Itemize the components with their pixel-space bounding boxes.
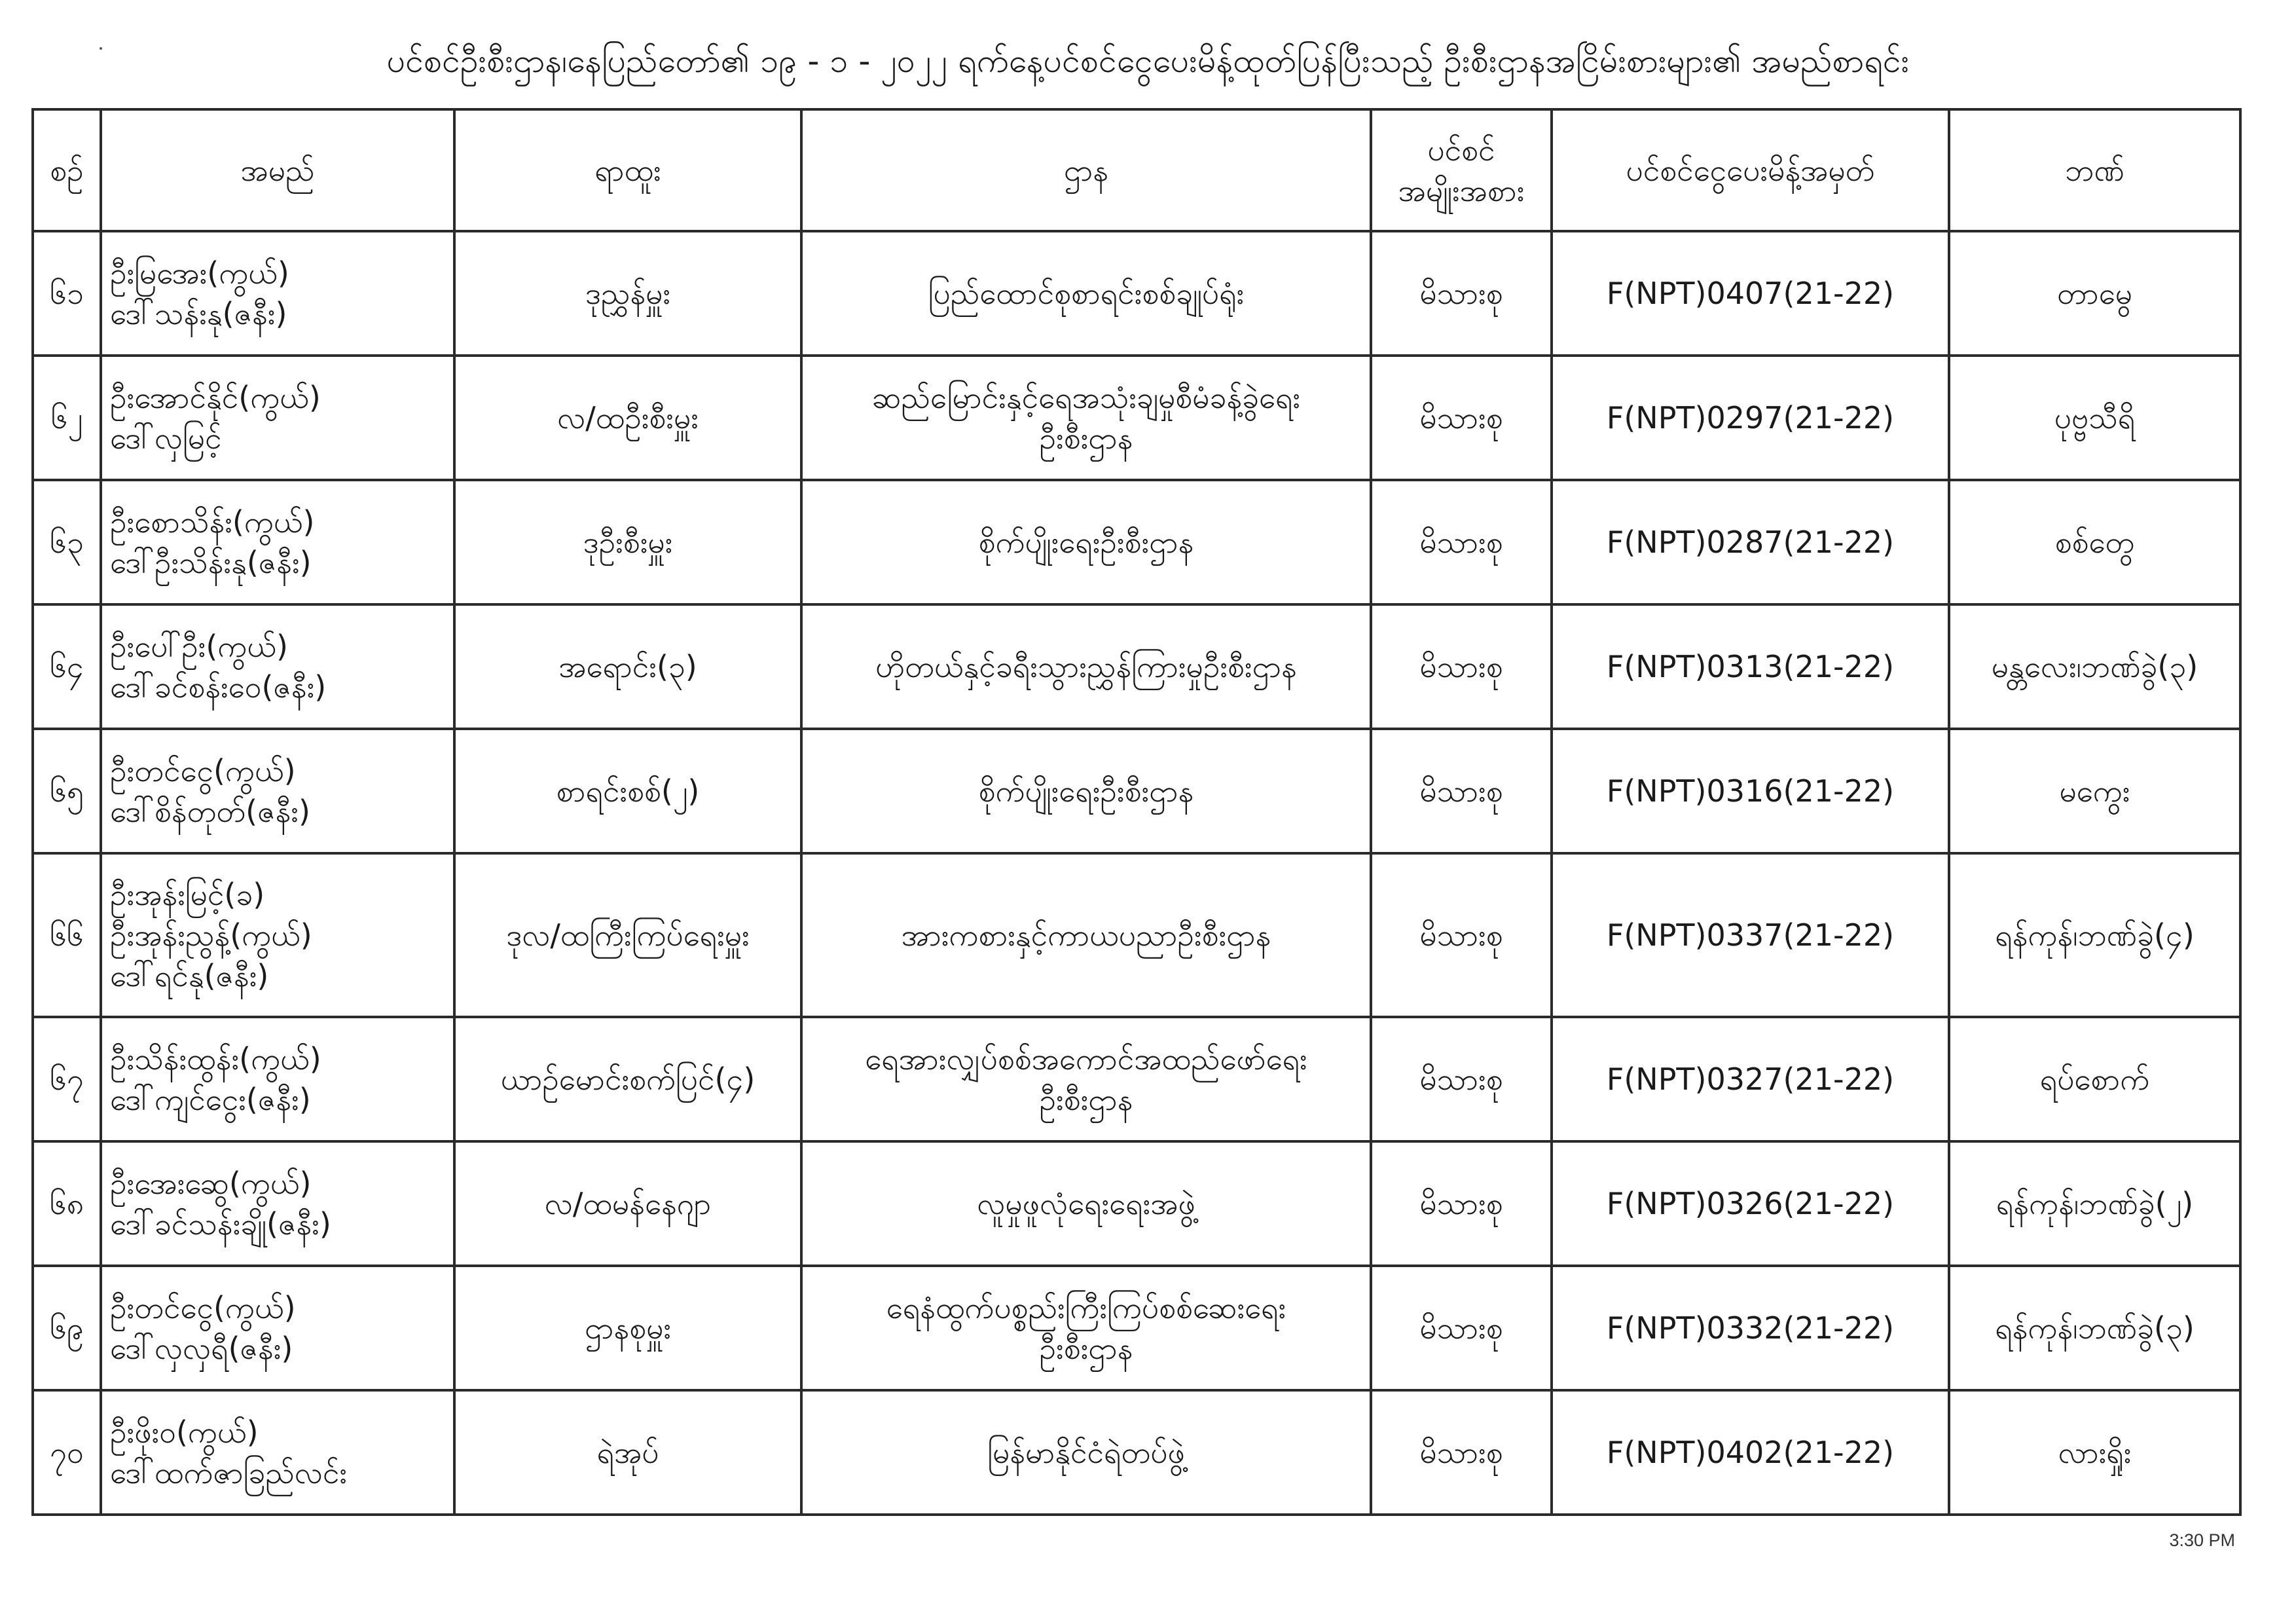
- cell-name: [101, 1390, 454, 1515]
- cell-rank: စာရင်းစစ်(၂): [454, 729, 801, 853]
- cell-name-line: ဒေါ်ရင်နု(ဇနီး): [110, 958, 269, 993]
- header-type: [1371, 109, 1552, 231]
- cell-book: F(NPT)0402(21-22): [1552, 1390, 1949, 1515]
- cell-dept: [801, 231, 1371, 356]
- cell-no: ၆၁: [33, 231, 101, 356]
- cell-dept: [801, 1390, 1371, 1515]
- cell-name-line: ဦးအုန်းမြင့်(ခ): [110, 877, 265, 912]
- cell-no: ၆၉: [33, 1266, 101, 1390]
- cell-name-line: ဦးတင်ငွေ(ကွယ်): [110, 1290, 296, 1325]
- cell-name-line: ဒေါ်ကျင်ငွေး(ဇနီး): [110, 1082, 311, 1117]
- cell-name-line: ဒေါ်ခင်စန်းဝေ(ဇနီး): [110, 669, 327, 705]
- table-row: [33, 356, 2240, 480]
- cell-bank: ရန်ကုန်၊ဘဏ်ခွဲ(၄): [1949, 853, 2240, 1017]
- cell-dept-line: စိုက်ပျိုးရေးဦးစီးဌာန: [978, 525, 1194, 560]
- cell-book: F(NPT)0327(21-22): [1552, 1017, 1949, 1141]
- table-row: [33, 1390, 2240, 1515]
- cell-dept-line: ဦးစီးဌာန: [1039, 1331, 1133, 1366]
- cell-book: F(NPT)0332(21-22): [1552, 1266, 1949, 1390]
- cell-no: ၆၇: [33, 1017, 101, 1141]
- cell-dept: [801, 480, 1371, 604]
- time-stamp: 3:30 PM: [2169, 1530, 2235, 1550]
- cell-bank: တာမွေ: [1949, 231, 2240, 356]
- cell-dept-line: အားကစားနှင့်ကာယပညာဦးစီးဌာန: [901, 917, 1271, 953]
- cell-dept-line: လူမှုဖူလုံရေးရေးအဖွဲ့: [977, 1186, 1195, 1221]
- header-bank: ဘဏ်: [1949, 109, 2240, 231]
- cell-rank: ဌာနစုမှူး: [454, 1266, 801, 1390]
- cell-name: [101, 480, 454, 604]
- cell-dept-line: ဦးစီးဌာန: [1039, 1082, 1133, 1117]
- cell-book: F(NPT)0313(21-22): [1552, 604, 1949, 729]
- cell-name-line: ဦးဖိုးဝ(ကွယ်): [110, 1414, 259, 1450]
- header-no: စဉ်: [33, 109, 101, 231]
- table-row: [33, 1141, 2240, 1266]
- cell-bank: လားရှိုး: [1949, 1390, 2240, 1515]
- cell-rank: လ/ထဦးစီးမှူး: [454, 356, 801, 480]
- table-row: [33, 1266, 2240, 1390]
- cell-type: မိသားစု: [1371, 1266, 1552, 1390]
- table-row: [33, 604, 2240, 729]
- cell-name: [101, 1017, 454, 1141]
- cell-name-line: ဒေါ်ခင်သန်းချို(ဇနီး): [110, 1206, 331, 1242]
- cell-type: မိသားစု: [1371, 356, 1552, 480]
- header-type-line1: ပင်စင်: [1427, 132, 1495, 168]
- cell-name: [101, 356, 454, 480]
- cell-bank: စစ်တွေ: [1949, 480, 2240, 604]
- cell-no: ၆၃: [33, 480, 101, 604]
- cell-dept-line: မြန်မာနိုင်ငံရဲတပ်ဖွဲ့: [987, 1435, 1185, 1470]
- cell-name-line: ဒေါ်ဦးသိန်းနု(ဇနီး): [110, 545, 312, 580]
- cell-type: မိသားစု: [1371, 1390, 1552, 1515]
- cell-rank: ဒုညွှန်မှူး: [454, 231, 801, 356]
- cell-name-line: ဦးအုန်းညွန့်(ကွယ်): [110, 917, 312, 953]
- cell-type: မိသားစု: [1371, 604, 1552, 729]
- table-row: [33, 1017, 2240, 1141]
- cell-rank: အရောင်း(၃): [454, 604, 801, 729]
- cell-dept-line: ဦးစီးဌာန: [1039, 420, 1133, 456]
- cell-name-line: ဒေါ်လှမြင့်: [110, 420, 222, 456]
- cell-dept: [801, 1141, 1371, 1266]
- cell-bank: ရန်ကုန်၊ဘဏ်ခွဲ(၃): [1949, 1266, 2240, 1390]
- header-type-line2: အမျိုးအစား: [1398, 173, 1525, 208]
- cell-dept-line: ရေနံထွက်ပစ္စည်းကြီးကြပ်စစ်ဆေးရေး: [886, 1290, 1286, 1325]
- cell-no: ၆၆: [33, 853, 101, 1017]
- cell-dept: [801, 853, 1371, 1017]
- cell-name-line: ဒေါ်ထက်ဇာခြည်လင်း: [110, 1455, 348, 1490]
- header-row: [33, 109, 2240, 231]
- cell-book: F(NPT)0287(21-22): [1552, 480, 1949, 604]
- cell-name-line: ဦးအောင်နိုင်(ကွယ်): [110, 380, 321, 415]
- cell-dept: [801, 1266, 1371, 1390]
- cell-book: F(NPT)0337(21-22): [1552, 853, 1949, 1017]
- cell-dept: [801, 604, 1371, 729]
- cell-rank: ယာဉ်မောင်းစက်ပြင်(၄): [454, 1017, 801, 1141]
- cell-no: ၆၈: [33, 1141, 101, 1266]
- cell-book: F(NPT)0316(21-22): [1552, 729, 1949, 853]
- cell-type: မိသားစု: [1371, 231, 1552, 356]
- cell-name: [101, 231, 454, 356]
- table-row: [33, 729, 2240, 853]
- table-row: [33, 480, 2240, 604]
- cell-book: F(NPT)0326(21-22): [1552, 1141, 1949, 1266]
- roster-body: [33, 231, 2240, 1515]
- cell-book: F(NPT)0407(21-22): [1552, 231, 1949, 356]
- table-row: [33, 231, 2240, 356]
- cell-rank: ဒုဦးစီးမှူး: [454, 480, 801, 604]
- cell-rank: ဒုလ/ထကြီးကြပ်ရေးမှူး: [454, 853, 801, 1017]
- cell-no: ၆၄: [33, 604, 101, 729]
- page-title: ပင်စင်ဦးစီးဌာန၊နေပြည်တော်၏ ၁၉ - ၁ - ၂၀၂၂ ရက်နေ့ပင်စင်ငွေပေးမိန့်ထုတ်ပြန်ပြီးသည့် ဦးစီးဌာနအငြိမ်းစားများ၏ အမည်စာရင်း: [386, 42, 1910, 80]
- cell-dept-line: ရေအားလျှပ်စစ်အကောင်အထည်ဖော်ရေး: [865, 1041, 1307, 1077]
- cell-dept-line: ပြည်ထောင်စုစာရင်းစစ်ချုပ်ရုံး: [928, 276, 1245, 311]
- table-row: [33, 853, 2240, 1017]
- cell-type: မိသားစု: [1371, 480, 1552, 604]
- cell-no: ၆၅: [33, 729, 101, 853]
- cell-name-line: ဦးစောသိန်း(ကွယ်): [110, 504, 315, 540]
- cell-no: ၆၂: [33, 356, 101, 480]
- cell-rank: လ/ထမန်နေဂျာ: [454, 1141, 801, 1266]
- cell-type: မိသားစု: [1371, 853, 1552, 1017]
- cell-bank: ပုဗ္ဗသီရိ: [1949, 356, 2240, 480]
- cell-dept: [801, 356, 1371, 480]
- cell-dept: [801, 1017, 1371, 1141]
- cell-bank: ရန်ကုန်၊ဘဏ်ခွဲ(၂): [1949, 1141, 2240, 1266]
- cell-name: [101, 1266, 454, 1390]
- cell-rank: ရဲအုပ်: [454, 1390, 801, 1515]
- cell-book: F(NPT)0297(21-22): [1552, 356, 1949, 480]
- cell-name-line: ဦးတင်ငွေ(ကွယ်): [110, 753, 296, 788]
- cell-type: မိသားစု: [1371, 729, 1552, 853]
- cell-dept-line: ဆည်မြောင်းနှင့်ရေအသုံးချမှုစီမံခန့်ခွဲရေး: [871, 380, 1301, 415]
- cell-bank: ရပ်စောက်: [1949, 1017, 2240, 1141]
- header-book: ပင်စင်ငွေပေးမိန့်အမှတ်: [1552, 109, 1949, 231]
- pension-roster-table: [31, 108, 2242, 1516]
- cell-dept-line: ဟိုတယ်နှင့်ခရီးသွားညွှန်ကြားမှုဦးစီးဌာန: [875, 649, 1297, 684]
- cell-dept-line: စိုက်ပျိုးရေးဦးစီးဌာန: [978, 773, 1194, 809]
- cell-dept: [801, 729, 1371, 853]
- header-rank: ရာထူး: [454, 109, 801, 231]
- cell-name: [101, 604, 454, 729]
- cell-name: [101, 1141, 454, 1266]
- cell-name-line: ဦးသိန်းထွန်း(ကွယ်): [110, 1041, 321, 1077]
- cell-name-line: ဦးအေးဆွေ(ကွယ်): [110, 1166, 312, 1201]
- cell-name-line: ဒေါ်စိန်တုတ်(ဇနီး): [110, 794, 310, 829]
- cell-bank: မန္တလေး၊ဘဏ်ခွဲ(၃): [1949, 604, 2240, 729]
- cell-name: [101, 853, 454, 1017]
- header-dept: ဌာန: [801, 109, 1371, 231]
- cell-name-line: ဦးပေါ်ဦး(ကွယ်): [110, 629, 288, 664]
- cell-no: ၇၀: [33, 1390, 101, 1515]
- header-name: အမည်: [101, 109, 454, 231]
- cell-name-line: ဒေါ်သန်းနု(ဇနီး): [110, 296, 287, 331]
- cell-name: [101, 729, 454, 853]
- cell-name-line: ဒေါ်လှလှရီ(ဇနီး): [110, 1331, 293, 1366]
- cell-name-line: ဦးမြအေး(ကွယ်): [110, 255, 289, 291]
- cell-bank: မကွေး: [1949, 729, 2240, 853]
- cell-type: မိသားစု: [1371, 1017, 1552, 1141]
- cell-type: မိသားစု: [1371, 1141, 1552, 1266]
